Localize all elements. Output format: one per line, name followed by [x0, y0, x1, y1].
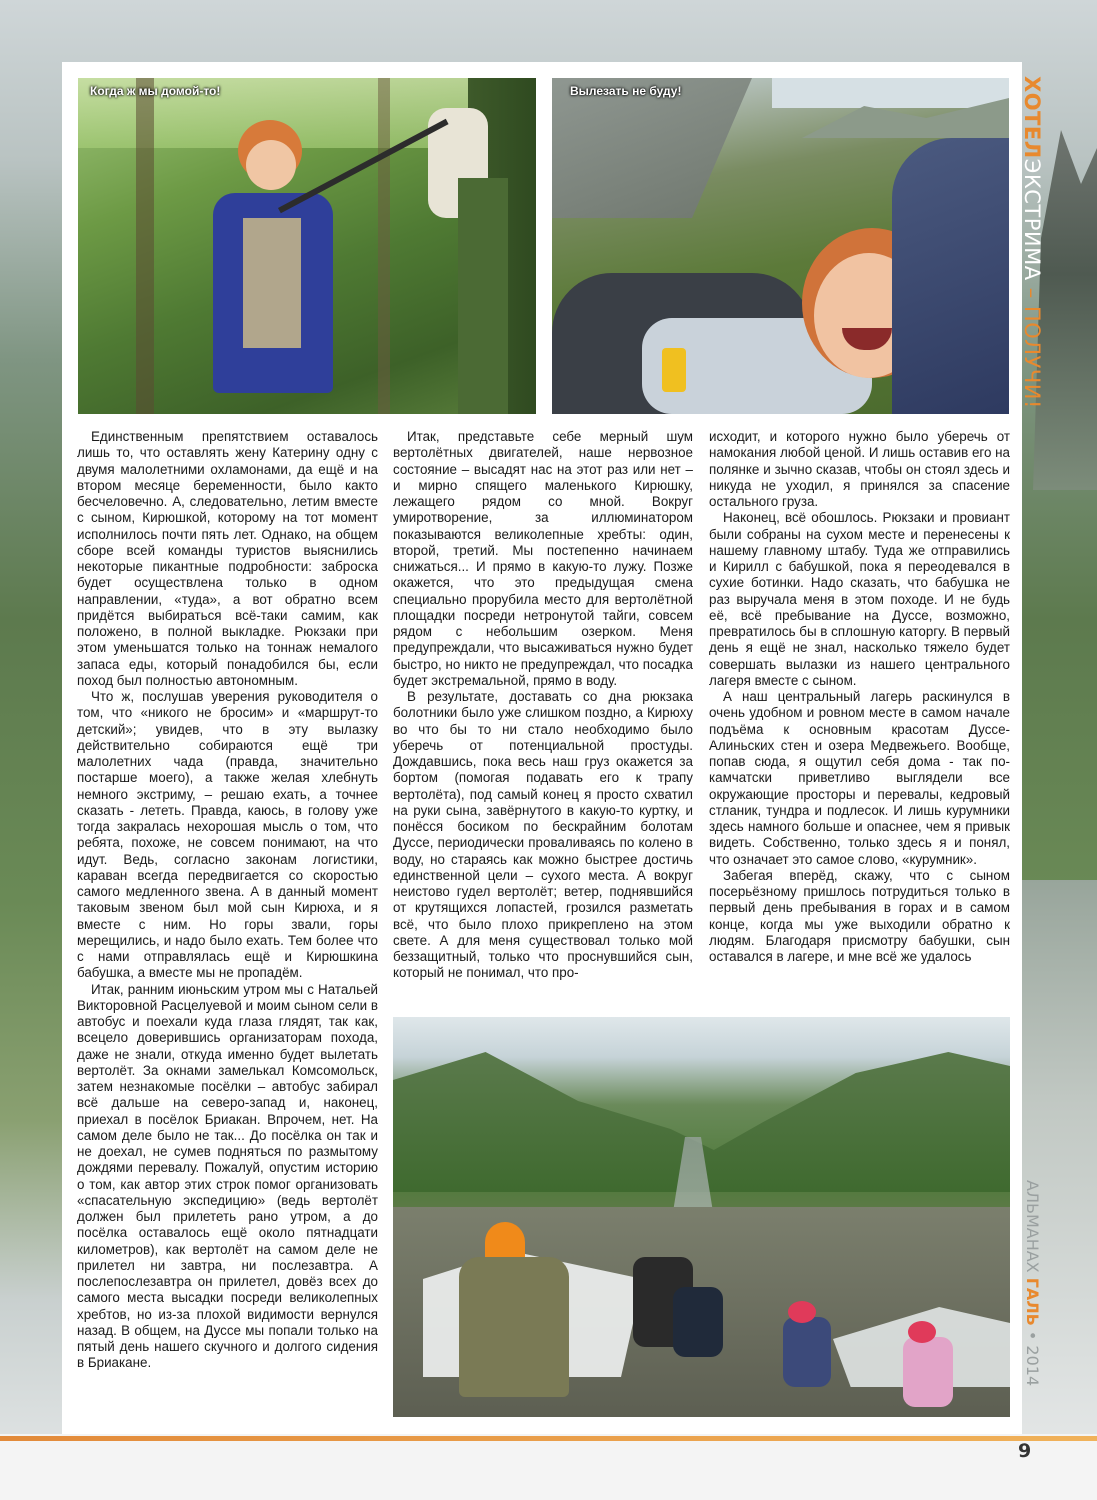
photo-boy-in-forest	[78, 78, 536, 414]
paragraph: Что ж, послушав уверения руководителя о том, что «никого не бросим» и «маршрут-то детский»; увидев, что в эту вылазку действительно собираются ещё три малолетних чада (правда, значительно постарше моего), а также желая хлебнуть немного экстриму, – решаю ехать, а точнее сказать - лететь. Правда, каюсь, в голову уже тогда закралась нехорошая мысль о том, что ребята, похоже, не совсем понимают, на что идут. Ведь, согласно законам логистики, караван всегда передвигается со скоростью самого медленного звена. А в данный момент таковым звеном был мой сын Кирюха, и я вместе с ним. Но горы звали, горы мерещились, и надо было ехать. Тем более что с нами отправлялась ещё и Кирюшкина бабушка, а вместе мы не пропадём.	[77, 689, 378, 981]
almanac-label	[1020, 1180, 1044, 1420]
article-column-3	[709, 429, 1010, 1011]
paragraph: исходит, и которого нужно было уберечь от намокания любой ценой. И лишь оставив его на полянке и зычно сказав, чтобы он стоял здесь и никуда не уходил, я принялся за спасение остального груза.	[709, 429, 1010, 509]
running-head	[1018, 76, 1046, 466]
almanac-brand: ГАЛЬ	[1023, 1277, 1042, 1326]
running-head-part: – ПОЛУЧИ!	[1020, 280, 1044, 409]
article-column-1	[77, 429, 378, 1419]
running-head-part: ЭКСТРИМА	[1020, 158, 1044, 281]
paragraph: Итак, ранним июньским утром мы с Натальей Викторовной Расцелуевой и моим сыном сели в автобус и поехали куда глаза глядят, так как, всецело доверившись организаторам похода, даже не знали, откуда именно будет вылетать вертолёт. За окнами замелькал Комсомольск, затем незнакомые посёлки – автобус забирал всё дальше на северо-запад и, наконец, приехал в посёлок Бриакан. Впрочем, нет. На самом деле было не так... До посёлка он так и не доехал, не сумев подняться по размытому дождями перевалу. Пожалуй, опустим историю о том, как автор этих строк помог организовать «спасательную экспедицию» (ведь вертолёт должен был прилететь рано утром, а до посёлка оставалось ещё около пятнадцати километров), как вертолёт на самом деле не прилетел ни завтра, ни послезавтра. А послепослезавтра он прилетел, довёз всех до самого места высадки посреди великолепных хребтов, но из-за плохой видимости вернулся назад. В общем, на Дуссе мы попали только на пятый день нашего скучного и долгого сидения в Бриакане.	[77, 981, 378, 1371]
paragraph: Забегая вперёд, скажу, что с сыном посерьёзному пришлось потрудиться только в первый день пребывания в горах и в самом конце, когда мы уже выходили обратно к людям. Благодаря присмотру бабушки, сын оставался в лагере, и мне всё же удалось	[709, 867, 1010, 964]
almanac-text: АЛЬМАНАХ	[1023, 1180, 1042, 1278]
page-number: 9	[1018, 1440, 1032, 1462]
footer-band	[0, 1434, 1097, 1500]
paragraph: В результате, доставать со дна рюкзака болотники было уже слишком поздно, а Кирюху во что бы то ни стало необходимо было уберечь от потенциальной простуды. Дождавшись, пока весь наш груз окажется за бортом (помогая подавать его к трапу вертолёта), под самый конец я просто схватил на руки сына, завёрнутого в какую-то куртку, и понёсся босиком по бескрайним болотам Дуссе, периодически проваливаясь по колено в воду, но стараясь как можно быстрее достичь единственной цели – сухого места. А вокруг неистово гудел вертолёт; ветер, поднявшийся от крутящихся лопастей, грозился разметать всё, что было плохо прикреплено на этом свете. А для меня существовал только мой беззащитный, только что проснувшийся сын, который не понимал, что про-	[393, 689, 693, 981]
almanac-year: • 2014	[1023, 1325, 1042, 1387]
paragraph: Наконец, всё обошлось. Рюкзаки и провиант были собраны на сухом месте и перенесены к нашему главному штабу. Туда же отправились и Кирилл с бабушкой, пока я переодевался в сухие ботинки. Надо сказать, что бабушка не раз выручала меня в этом походе. И не будь её, всё пребывание на Дуссе, возможно, превратилось бы в сплошную каторгу. В первый день я ещё не знал, насколько тяжело будет совершать вылазки из нашего центрального лагеря вместе с сыном.	[709, 510, 1010, 688]
article-column-2	[393, 429, 693, 1011]
paragraph: Единственным препятствием оставалось лишь то, что оставлять жену Катерину одну с двумя малолетними охламонами, да ещё и на втором месяце беременности, было както бесчеловечно. А, следовательно, летим вместе с сыном, Кирюшкой, которому на тот момент исполнилось почти пять лет. Однако, на общем сборе всей команды туристов выяснились некоторые пикантные подробности: заброска будет осуществлена только в одном направлении, «туда», а вот обратно всем придётся выбираться всё-таки самим, как положено, в полной выкладке. Рюкзаки при этом уменьшатся только на тоннаж немалого запаса еды, который понадобился бы, если поход был полностью автономным.	[77, 429, 378, 688]
photo-mountain-valley-hikers	[393, 1017, 1010, 1417]
running-head-part: ХОТЕЛ	[1020, 76, 1044, 159]
photo-caption: Вылезать не буду!	[570, 84, 682, 98]
paragraph: Итак, представьте себе мерный шум вертолётных двигателей, наше нервозное состояние – высадят нас на этот раз или нет – и мирно спящего маленького Кирюшку, лежащего рядом со мной. Вокруг умиротворение, за иллюминатором показываются великолепные хребты: один, второй, третий. Мы постепенно начинаем снижаться... И прямо в какую-то лужу. Позже окажется, что это предыдущая смена специально прорубила место для вертолётной площадки посреди нетронутой тайги, совсем рядом с небольшим озерком. Меня предупреждали, что высаживаться нужно будет быстро, но никто не предупреждал, что посадка будет экстремальной, прямо в воду.	[393, 429, 693, 688]
photo-caption: Когда ж мы домой-то!	[90, 84, 221, 98]
footer-accent-line	[0, 1436, 1097, 1441]
paragraph: А наш центральный лагерь раскинулся в очень удобном и ровном месте в самом начале подъёма к основным красотам Дуссе-Алиньских стен и озера Медвежьего. Вообще, попав сюда, я ощутил себя дома - так по-камчатски приветливо выглядели все окружающие просторы и перевалы, кедровый стланик, тундра и подлесок. И лишь курумники здесь намного больше и опаснее, чем я привык видеть. Собственно, только здесь я и понял, что означает это самое слово, «курумник».	[709, 689, 1010, 867]
photo-boy-in-backpack	[552, 78, 1009, 414]
